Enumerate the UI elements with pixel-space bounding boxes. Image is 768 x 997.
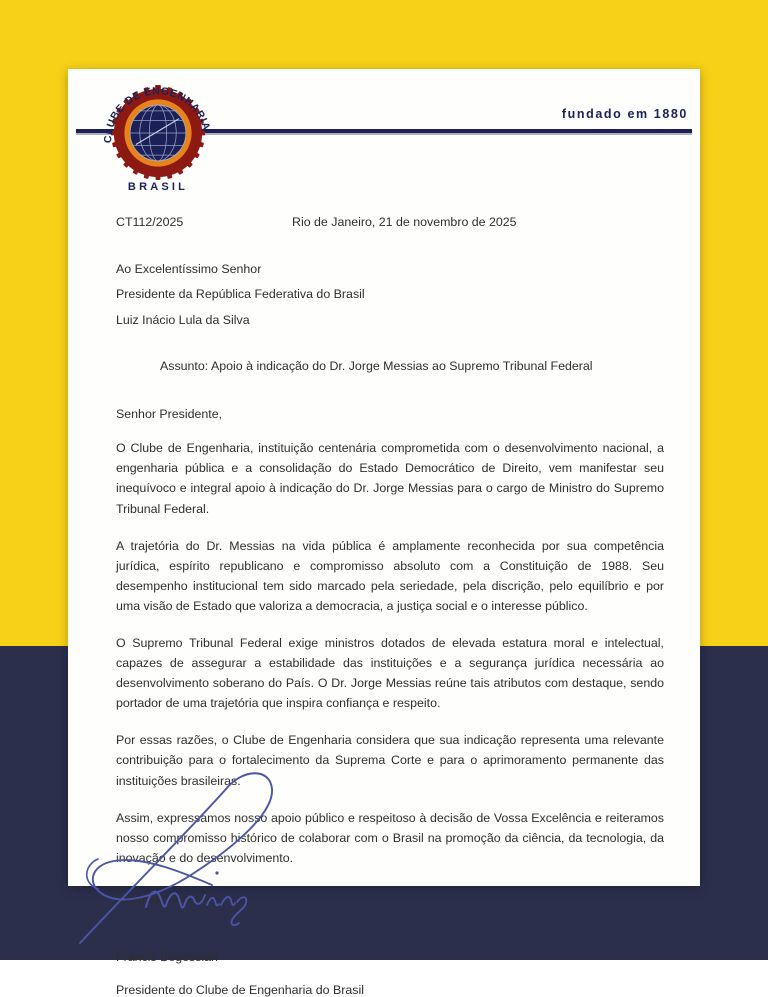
reference-number: CT112/2025 (116, 215, 184, 229)
body-paragraph: O Clube de Engenharia, instituição centenária comprometida com o desenvolvimento nacional, a engenharia pública e a consolidação do Estado Democrático de Direito, vem manifestar seu inequívoco e integral apoio à indicação do Dr. Jorge Messias para o cargo de Ministro do Supremo Tribunal Federal. (116, 441, 664, 516)
logo-ring-text (98, 77, 218, 195)
place-and-date: Rio de Janeiro, 21 de novembro de 2025 (292, 215, 517, 229)
letter-document (68, 69, 700, 997)
body-paragraph: Por essas razões, o Clube de Engenharia considera que sua indicação representa uma relevante contribuição para o fortalecimento da Suprema Corte e para o aprimoramento permanente das instituições brasileiras. (116, 733, 664, 788)
closing-line: Respeitosamente, (116, 891, 216, 906)
body-paragraph: O Supremo Tribunal Federal exige ministros dotados de elevada estatura moral e intelectual, capazes de assegurar a estabilidade das instituições e a segurança jurídica necessária ao desenvolvimento soberano do País. O Dr. Jorge Messias reúne tais atributos com destaque, sendo portador de uma trajetória que inspira confiança e respeito. (116, 636, 664, 711)
club-logo (98, 77, 218, 195)
letter-body (68, 215, 700, 997)
salutation: Senhor Presidente, (116, 407, 223, 422)
addressee-block (116, 257, 664, 333)
signer-name: Fráncis Bogossian (116, 949, 218, 964)
founded-text: fundado em 1880 (561, 107, 688, 121)
meta-row (116, 215, 664, 229)
signer-title: Presidente do Clube de Engenharia do Brasil (116, 982, 364, 997)
letterhead (68, 69, 700, 201)
subject-line: Assunto: Apoio à indicação do Dr. Jorge Messias ao Supremo Tribunal Federal (160, 359, 593, 374)
svg-text:CLUBE DE ENGENHARIA: CLUBE DE ENGENHARIA (102, 85, 213, 144)
addressee-line: Ao Excelentíssimo Senhor (116, 262, 262, 276)
body-paragraph: Assim, expressamos nosso apoio público e respeitoso à decisão de Vossa Excelência e reiteramos nosso compromisso histórico de colaborar com o Brasil na promoção da ciência, da tecnologia, da inovação e do desenvolvimento. (116, 810, 664, 865)
addressee-line: Presidente da República Federativa do Brasil (116, 287, 365, 302)
logo-country-label: BRASIL (127, 181, 189, 193)
addressee-line: Luiz Inácio Lula da Silva (116, 312, 250, 327)
body-paragraph: A trajetória do Dr. Messias na vida pública é amplamente reconhecida por sua competência jurídica, espírito republicano e compromisso absoluto com a Constituição de 1988. Seu desempenho institucional tem sido marcado pela seriedade, pela discrição, pelo equilíbrio e por uma visão de Estado que valoriza a democracia, a justiça social e o interesse público. (116, 538, 664, 613)
